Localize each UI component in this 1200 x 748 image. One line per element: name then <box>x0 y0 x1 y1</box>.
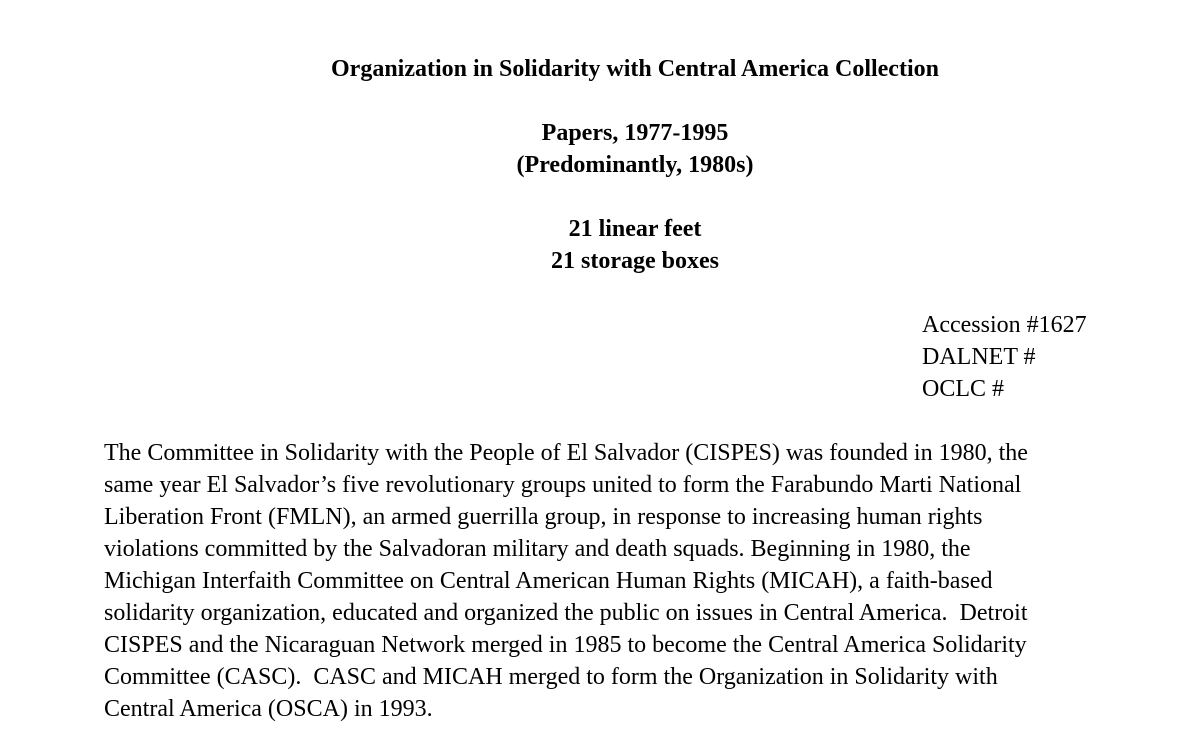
paragraph-line: CISPES and the Nicaraguan Network merged in 1985 to become the Central America Solidarity <box>104 632 1027 658</box>
collection-extent <box>0 213 1200 277</box>
dates-range: Papers, 1977-1995 <box>541 120 729 146</box>
paragraph-line: Committee (CASC). CASC and MICAH merged to form the Organization in Solidarity with <box>104 664 998 690</box>
dalnet-number: DALNET # <box>922 344 1036 370</box>
collection-title <box>0 53 1200 85</box>
paragraph-line: Central America (OSCA) in 1993. <box>104 696 433 722</box>
paragraph-line: Liberation Front (FMLN), an armed guerrilla group, in response to increasing human rights <box>104 504 983 530</box>
history-paragraph <box>104 437 1028 725</box>
extent-storage-boxes: 21 storage boxes <box>551 248 719 274</box>
identifier-block <box>922 309 1087 405</box>
paragraph-line: same year El Salvador’s five revolutionary groups united to form the Farabundo Marti National <box>104 472 1022 498</box>
collection-title-text: Organization in Solidarity with Central America Collection <box>331 56 939 82</box>
extent-linear-feet: 21 linear feet <box>568 216 702 242</box>
paragraph-line: Michigan Interfaith Committee on Central American Human Rights (MICAH), a faith-based <box>104 568 993 594</box>
paragraph-line: solidarity organization, educated and organized the public on issues in Central America. Detroit <box>104 600 1028 626</box>
dates-predominant: (Predominantly, 1980s) <box>516 152 754 178</box>
oclc-number: OCLC # <box>922 376 1005 402</box>
collection-dates <box>0 117 1200 181</box>
paragraph-line: violations committed by the Salvadoran military and death squads. Beginning in 1980, the <box>104 536 971 562</box>
paragraph-line: The Committee in Solidarity with the People of El Salvador (CISPES) was founded in 1980, the <box>104 440 1028 466</box>
accession-number: Accession #1627 <box>922 312 1087 338</box>
